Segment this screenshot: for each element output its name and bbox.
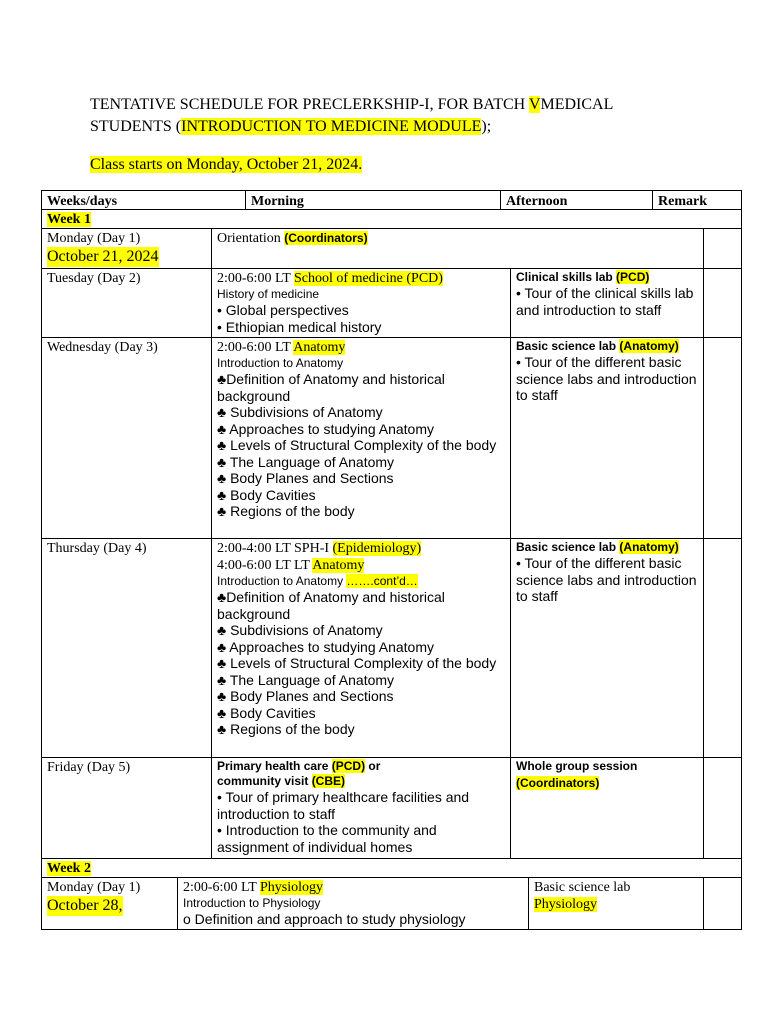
row-wed-afternoon: Basic science lab (Anatomy) • Tour of the different basic science labs and introduction to staff [510,337,703,539]
row-fri-remark [703,757,742,859]
row-wed-morning: 2:00-6:00 LT Anatomy Introduction to Anatomy ♣Definition of Anatomy and historical background ♣ Subdivisions of Anatomy ♣ Approaches to studying Anatomy ♣ Levels of Structural Complexity of the body ♣ The Language of Anatomy ♣ Body Planes and Sections ♣ Body Cavities ♣ Regions of the body [211,337,510,539]
header-afternoon: Afternoon [500,190,652,210]
row-fri-afternoon: Whole group session (Coordinators) [510,757,703,859]
week-2-label-row: Week 2 [41,858,742,878]
title-text-3: ); [481,118,492,135]
title-text: TENTATIVE SCHEDULE FOR PRECLERKSHIP-I, FOR BATCH [90,96,529,113]
header-remark: Remark [652,190,742,210]
row-wed-day: Wednesday (Day 3) [41,337,211,539]
row-mon1-day: Monday (Day 1) October 21, 2024 [41,228,211,269]
row-mon2-remark [703,877,742,930]
row-tue-afternoon: Clinical skills lab (PCD) • Tour of the clinical skills lab and introduction to staff [510,268,703,338]
row-thu-morning: 2:00-4:00 LT SPH-I (Epidemiology) 4:00-6:00 LT LT Anatomy Introduction to Anatomy …….cont’d… ♣Definition of Anatomy and historical background ♣ Subdivisions of Anatomy ♣ Approaches to studying Anatomy ♣ Levels of Structural Complexity of the body ♣ The Language of Anatomy ♣ Body Planes and Sections ♣ Body Cavities ♣ Regions of the body [211,538,510,758]
row-tue-day: Tuesday (Day 2) [41,268,211,338]
batch-highlight: V [528,96,541,113]
title-text-2: MEDICAL STUDENTS ( [90,96,613,135]
schedule-title [90,94,690,138]
row-fri-morning: Primary health care (PCD) or community visit (CBE) • Tour of primary healthcare facilities and introduction to staff • Introduction to the community and assignment of individual homes [211,757,510,859]
week-1-label-row: Week 1 [41,209,742,229]
header-weeks-days: Weeks/days [41,190,245,210]
row-tue-remark [703,268,742,338]
row-tue-morning: 2:00-6:00 LT School of medicine (PCD) History of medicine • Global perspectives • Ethiopian medical history [211,268,510,338]
row-mon2-morning: 2:00-6:00 LT Physiology Introduction to Physiology o Definition and approach to study physiology [177,877,528,930]
class-start-note: Class starts on Monday, October 21, 2024. [90,156,363,173]
row-mon2-afternoon: Basic science lab Physiology [528,877,703,930]
row-thu-day: Thursday (Day 4) [41,538,211,758]
header-morning: Morning [245,190,500,210]
row-fri-day: Friday (Day 5) [41,757,211,859]
row-wed-remark [703,337,742,539]
row-mon2-day: Monday (Day 1) October 28, [41,877,177,930]
row-mon1-remark [703,228,742,269]
module-highlight: INTRODUCTION TO MEDICINE MODULE [181,118,482,135]
row-thu-afternoon: Basic science lab (Anatomy) • Tour of the different basic science labs and introduction to staff [510,538,703,758]
row-thu-remark [703,538,742,758]
row-mon1-morning: Orientation (Coordinators) [211,228,703,269]
